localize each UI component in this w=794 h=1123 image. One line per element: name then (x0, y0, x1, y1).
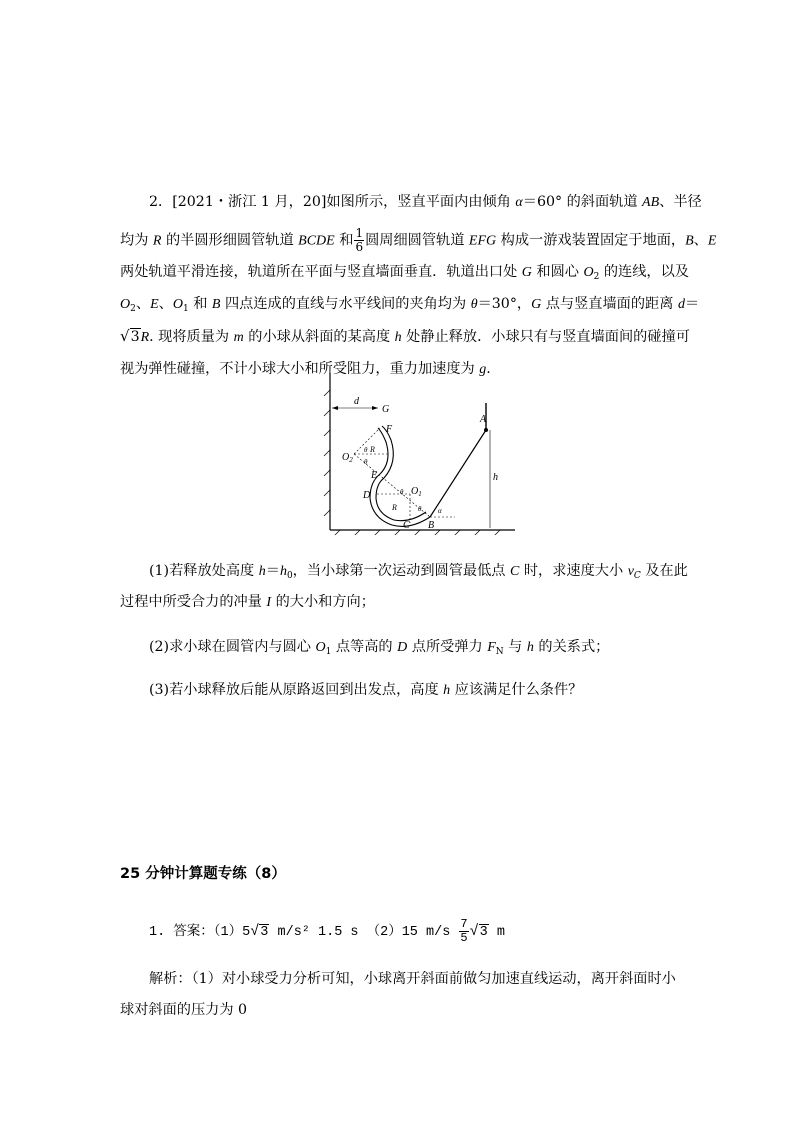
problem-line-2: 均为 R 的半圆形细圆管轨道 BCDE 和 $\frac{1}{6}$ 圆周细圆管轨道 EFG 构成一游戏装置固定于地面，B、E (120, 226, 717, 254)
ground-hatching (334, 530, 500, 535)
label-f: F (386, 424, 393, 435)
analysis-line-2: 球对斜面的压力为 0 (120, 1002, 248, 1018)
wall-hatching (324, 390, 330, 516)
problem-line-1: 2．[2021・浙江 1 月，20]如图所示，竖直平面内由倾角 α＝60° 的斜面轨道 AB、半径 (149, 194, 702, 210)
question-1-line-1: (1)若释放处高度 $h=h_0$，当小球第一次运动到圆管最低点 C 时，求速度大小 $v_C$ 及在此 (149, 563, 688, 581)
question-2: (2)求小球在圆管内与圆心 $O_1$ 点等高的 D 点所受弹力 $F_N$ 与 h 的关系式； (149, 639, 610, 657)
ball-at-a (484, 428, 488, 432)
label-r-upper: R (370, 445, 375, 454)
label-theta-2: θ (364, 458, 368, 466)
question-1-line-2: 过程中所受合力的冲量 I 的大小和方向； (120, 594, 375, 610)
fraction-seven-fifths: $\frac{7}{5}$ (460, 917, 468, 945)
problem-line-6: 视为弹性碰撞，不计小球大小和所受阻力，重力加速度为 g. (120, 361, 491, 377)
sqrt-three-a: √3 (250, 923, 269, 941)
problem-line-4: $O_2$、E、$O_1$ 和 B 四点连成的直线与水平线间的夹角均为 θ＝30°，G 点与竖直墙面的距离 d＝ (120, 296, 700, 314)
label-o2: $O_2$ (342, 452, 353, 464)
label-d: D (363, 490, 371, 501)
label-g: G (382, 404, 390, 415)
label-theta-3: θ (400, 488, 404, 496)
label-theta-1: θ (364, 446, 368, 454)
sqrt-three: √3 (120, 327, 140, 345)
tube-inner-bcde (376, 478, 426, 521)
answer-1: 1. 答案：（1）5√3 m/s² 1.5 s （2）15 m/s $\frac{7}{5}$ √3 m (149, 917, 505, 945)
label-theta-4: θ (418, 505, 422, 513)
track-diagram (320, 370, 520, 535)
fraction-one-sixth: $\frac{1}{6}$ (355, 226, 364, 254)
answer-section-heading: 25 分钟计算题专练（8） (120, 866, 286, 882)
sqrt-three-b: √3 (469, 923, 488, 941)
label-alpha: α (438, 507, 442, 515)
problem-line-3: 两处轨道平滑连接，轨道所在平面与竖直墙面垂直．轨道出口处 G 和圆心 $O_2$ 的连线，以及 (120, 264, 689, 282)
label-d-distance: d (354, 396, 359, 407)
incline-ab (430, 430, 486, 517)
label-r-lower: R (392, 503, 397, 512)
problem-line-5: √3R. 现将质量为 m 的小球从斜面的某高度 h 处静止释放．小球只有与竖直墙面间的碰撞可 (120, 327, 690, 345)
label-h: h (493, 472, 498, 483)
label-b: B (428, 520, 435, 531)
label-e: E (371, 470, 378, 481)
label-c: C (403, 520, 410, 531)
label-o1: $O_1$ (411, 486, 422, 498)
analysis-line-1: 解析：（1）对小球受力分析可知，小球离开斜面前做匀加速直线运动，离开斜面时小 (149, 971, 676, 987)
tube-outer-bcde (370, 474, 430, 526)
question-3: (3)若小球释放后能从原路返回到出发点，高度 h 应该满足什么条件？ (149, 682, 583, 698)
label-a: A (480, 414, 487, 425)
